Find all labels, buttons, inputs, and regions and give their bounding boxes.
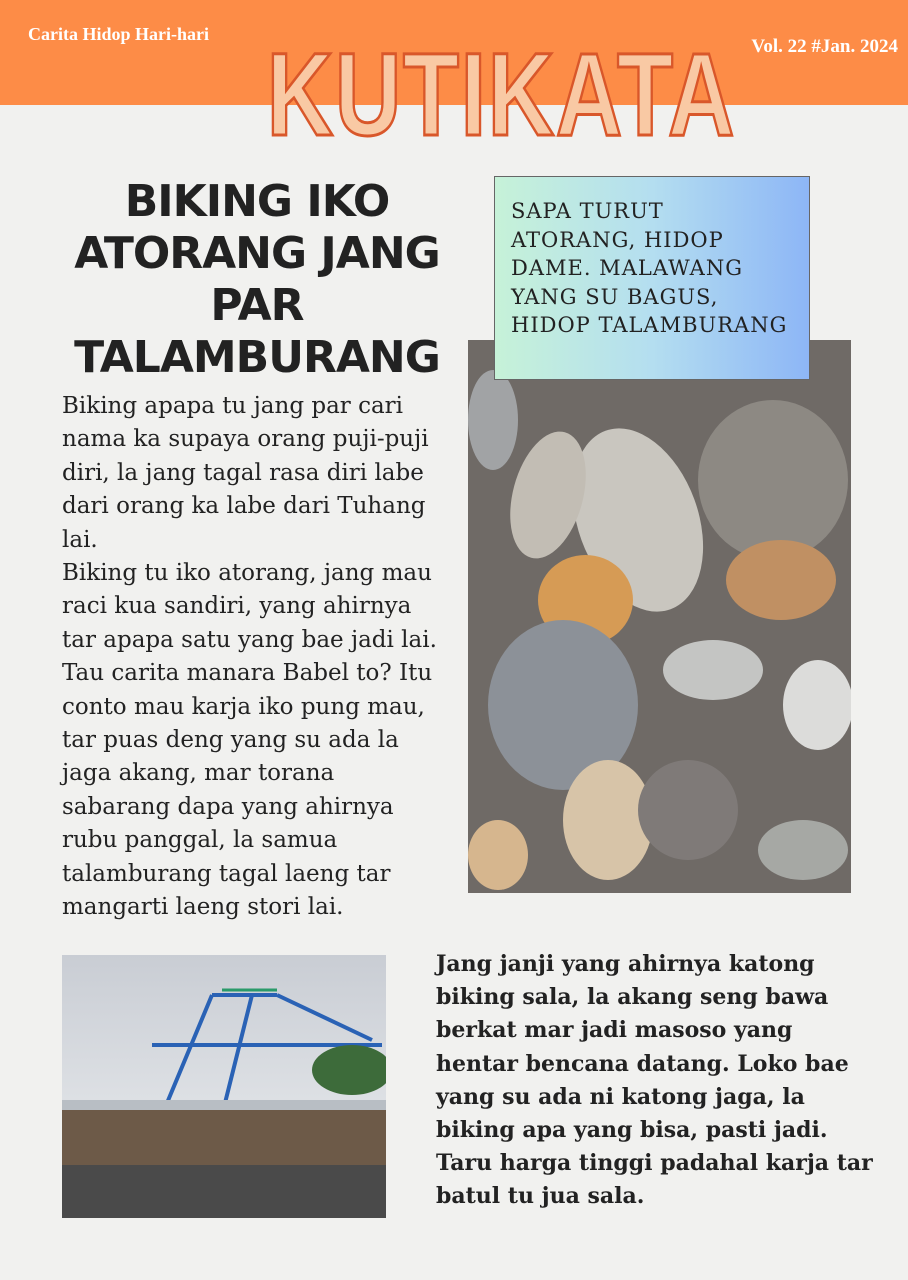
- market-stalls: [62, 1105, 386, 1165]
- masthead-logo: KUTIKATA: [266, 29, 736, 161]
- stone: [638, 760, 738, 860]
- stone: [468, 370, 518, 470]
- tree: [312, 1045, 386, 1095]
- road: [62, 1165, 386, 1218]
- stone: [726, 540, 836, 620]
- port-crane-illustration: [62, 955, 386, 1218]
- headline: BIKING IKO ATORANG JANG PAR TALAMBURANG: [74, 176, 440, 383]
- stone: [698, 400, 848, 560]
- stone: [468, 820, 528, 890]
- stone: [663, 640, 763, 700]
- stone: [758, 820, 848, 880]
- body-left: Biking apapa tu jang par cari nama ka supaya orang puji-puji diri, la jang tagal rasa diri labe dari orang ka labe dari Tuhang lai. Biking tu iko atorang, jang mau raci kua sandiri, yang ahirnya tar apapa satu yang bae jadi lai. Tau carita manara Babel to? Itu conto mau karja iko pung mau, tar puas deng yang su ada la jaga akang, mar torana sabarang dapa yang ahirnya rubu panggal, la samua talamburang tagal laeng tar mangarti laeng stori lai.: [62, 393, 437, 921]
- kicker: Carita Hidop Hari-hari: [28, 24, 209, 44]
- stone: [783, 660, 851, 750]
- stall-roof: [62, 1100, 386, 1110]
- pull-quote: SAPA TURUT ATORANG, HIDOP DAME. MALAWANG YANG SU BAGUS, HIDOP TALAMBURANG: [494, 176, 810, 380]
- stones-photo: [468, 340, 851, 893]
- port-photo: [62, 955, 386, 1218]
- issue-label: Vol. 22 #Jan. 2024: [751, 36, 898, 57]
- body-right: Jang janji yang ahirnya katong biking sala, la akang seng bawa berkat mar jadi masoso yang hentar bencana datang. Loko bae yang su ada ni katong jaga, la biking apa yang bisa, pasti jadi. Taru harga tinggi padahal karja tar batul tu jua sala.: [436, 951, 873, 1210]
